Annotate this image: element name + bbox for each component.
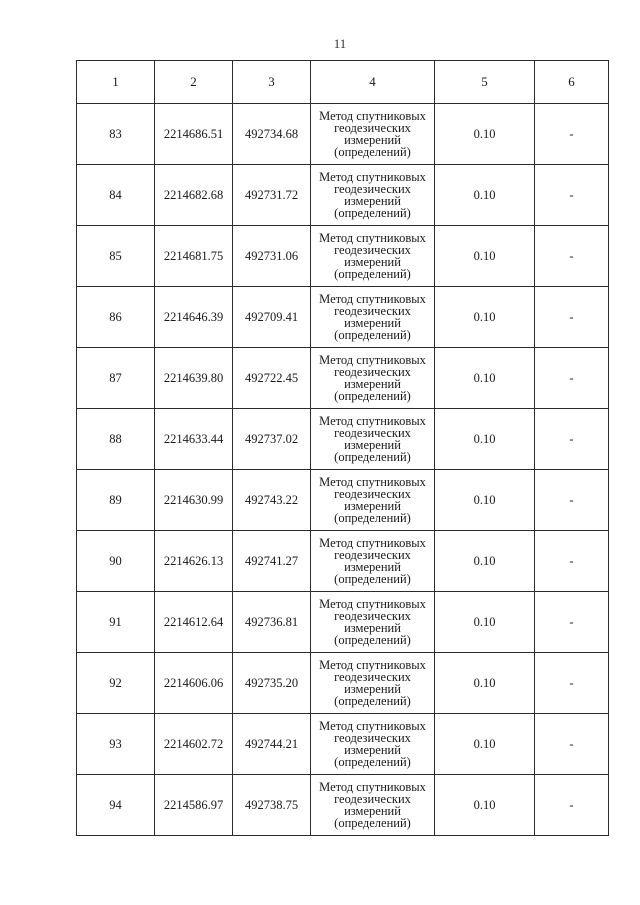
y-coordinate-cell: 492741.27 bbox=[233, 531, 311, 592]
method-text-line: измерений bbox=[344, 621, 401, 635]
method-text-line: Метод спутниковых bbox=[319, 719, 426, 733]
y-coordinate-cell: 492744.21 bbox=[233, 714, 311, 775]
extra-cell: - bbox=[535, 592, 609, 653]
precision-cell: 0.10 bbox=[435, 592, 535, 653]
y-coordinate-cell: 492731.06 bbox=[233, 226, 311, 287]
table-row bbox=[77, 226, 609, 287]
x-coordinate-cell: 2214633.44 bbox=[155, 409, 233, 470]
method-text-line: Метод спутниковых bbox=[319, 536, 426, 550]
method-text-line: геодезических bbox=[334, 792, 411, 806]
point-number-cell: 89 bbox=[77, 470, 155, 531]
method-text-line: (определений) bbox=[334, 328, 411, 342]
method-text-line: геодезических bbox=[334, 304, 411, 318]
point-number-cell: 85 bbox=[77, 226, 155, 287]
method-text-line: Метод спутниковых bbox=[319, 353, 426, 367]
method-cell bbox=[311, 470, 435, 531]
method-cell bbox=[311, 531, 435, 592]
y-coordinate-cell: 492709.41 bbox=[233, 287, 311, 348]
method-cell bbox=[311, 104, 435, 165]
column-header-5: 5 bbox=[435, 61, 535, 104]
method-text-line: (определений) bbox=[334, 572, 411, 586]
coordinates-table bbox=[76, 60, 609, 836]
method-text-line: геодезических bbox=[334, 487, 411, 501]
y-coordinate-cell: 492737.02 bbox=[233, 409, 311, 470]
table-body bbox=[77, 61, 609, 836]
point-number-cell: 92 bbox=[77, 653, 155, 714]
x-coordinate-cell: 2214681.75 bbox=[155, 226, 233, 287]
method-text-line: Метод спутниковых bbox=[319, 170, 426, 184]
y-coordinate-cell: 492735.20 bbox=[233, 653, 311, 714]
method-text-line: геодезических bbox=[334, 731, 411, 745]
method-text-line: измерений bbox=[344, 255, 401, 269]
x-coordinate-cell: 2214639.80 bbox=[155, 348, 233, 409]
method-cell bbox=[311, 775, 435, 836]
method-text-line: измерений bbox=[344, 682, 401, 696]
point-number-cell: 90 bbox=[77, 531, 155, 592]
extra-cell: - bbox=[535, 653, 609, 714]
point-number-cell: 87 bbox=[77, 348, 155, 409]
extra-cell: - bbox=[535, 775, 609, 836]
column-header-2: 2 bbox=[155, 61, 233, 104]
precision-cell: 0.10 bbox=[435, 226, 535, 287]
method-cell bbox=[311, 714, 435, 775]
precision-cell: 0.10 bbox=[435, 165, 535, 226]
x-coordinate-cell: 2214686.51 bbox=[155, 104, 233, 165]
y-coordinate-cell: 492722.45 bbox=[233, 348, 311, 409]
method-text-line: геодезических bbox=[334, 365, 411, 379]
method-text-line: геодезических bbox=[334, 609, 411, 623]
method-cell bbox=[311, 348, 435, 409]
column-header-1: 1 bbox=[77, 61, 155, 104]
column-header-3: 3 bbox=[233, 61, 311, 104]
method-cell bbox=[311, 592, 435, 653]
x-coordinate-cell: 2214602.72 bbox=[155, 714, 233, 775]
table-row bbox=[77, 104, 609, 165]
x-coordinate-cell: 2214646.39 bbox=[155, 287, 233, 348]
table-row bbox=[77, 775, 609, 836]
extra-cell: - bbox=[535, 226, 609, 287]
precision-cell: 0.10 bbox=[435, 470, 535, 531]
table-header-row bbox=[77, 61, 609, 104]
y-coordinate-cell: 492734.68 bbox=[233, 104, 311, 165]
method-text-line: Метод спутниковых bbox=[319, 292, 426, 306]
method-text-line: (определений) bbox=[334, 511, 411, 525]
point-number-cell: 84 bbox=[77, 165, 155, 226]
y-coordinate-cell: 492736.81 bbox=[233, 592, 311, 653]
table-row bbox=[77, 714, 609, 775]
point-number-cell: 94 bbox=[77, 775, 155, 836]
method-text-line: измерений bbox=[344, 133, 401, 147]
method-cell bbox=[311, 409, 435, 470]
x-coordinate-cell: 2214606.06 bbox=[155, 653, 233, 714]
table-row bbox=[77, 653, 609, 714]
table-row bbox=[77, 165, 609, 226]
method-text-line: Метод спутниковых bbox=[319, 658, 426, 672]
method-text-line: Метод спутниковых bbox=[319, 414, 426, 428]
method-text-line: геодезических bbox=[334, 548, 411, 562]
x-coordinate-cell: 2214612.64 bbox=[155, 592, 233, 653]
extra-cell: - bbox=[535, 531, 609, 592]
extra-cell: - bbox=[535, 470, 609, 531]
method-text-line: (определений) bbox=[334, 389, 411, 403]
method-text-line: Метод спутниковых bbox=[319, 780, 426, 794]
method-text-line: (определений) bbox=[334, 755, 411, 769]
method-text-line: (определений) bbox=[334, 633, 411, 647]
table-row bbox=[77, 287, 609, 348]
y-coordinate-cell: 492731.72 bbox=[233, 165, 311, 226]
column-header-4: 4 bbox=[311, 61, 435, 104]
method-text-line: измерений bbox=[344, 804, 401, 818]
extra-cell: - bbox=[535, 348, 609, 409]
precision-cell: 0.10 bbox=[435, 287, 535, 348]
table-row bbox=[77, 592, 609, 653]
method-cell bbox=[311, 653, 435, 714]
method-text-line: (определений) bbox=[334, 145, 411, 159]
method-text-line: измерений bbox=[344, 560, 401, 574]
method-text-line: измерений bbox=[344, 194, 401, 208]
point-number-cell: 91 bbox=[77, 592, 155, 653]
method-text-line: (определений) bbox=[334, 267, 411, 281]
method-text-line: Метод спутниковых bbox=[319, 231, 426, 245]
method-cell bbox=[311, 226, 435, 287]
method-text-line: Метод спутниковых bbox=[319, 597, 426, 611]
precision-cell: 0.10 bbox=[435, 775, 535, 836]
precision-cell: 0.10 bbox=[435, 714, 535, 775]
method-text-line: геодезических bbox=[334, 426, 411, 440]
point-number-cell: 88 bbox=[77, 409, 155, 470]
extra-cell: - bbox=[535, 714, 609, 775]
method-text-line: измерений bbox=[344, 316, 401, 330]
method-cell bbox=[311, 287, 435, 348]
method-text-line: измерений bbox=[344, 377, 401, 391]
precision-cell: 0.10 bbox=[435, 653, 535, 714]
method-text-line: (определений) bbox=[334, 450, 411, 464]
point-number-cell: 83 bbox=[77, 104, 155, 165]
x-coordinate-cell: 2214586.97 bbox=[155, 775, 233, 836]
extra-cell: - bbox=[535, 165, 609, 226]
table-row bbox=[77, 470, 609, 531]
method-text-line: геодезических bbox=[334, 670, 411, 684]
method-text-line: (определений) bbox=[334, 694, 411, 708]
x-coordinate-cell: 2214630.99 bbox=[155, 470, 233, 531]
method-text-line: измерений bbox=[344, 743, 401, 757]
method-text-line: (определений) bbox=[334, 816, 411, 830]
method-text-line: (определений) bbox=[334, 206, 411, 220]
extra-cell: - bbox=[535, 104, 609, 165]
precision-cell: 0.10 bbox=[435, 531, 535, 592]
method-text-line: геодезических bbox=[334, 182, 411, 196]
table-row bbox=[77, 409, 609, 470]
precision-cell: 0.10 bbox=[435, 409, 535, 470]
method-text-line: Метод спутниковых bbox=[319, 475, 426, 489]
method-text-line: геодезических bbox=[334, 243, 411, 257]
y-coordinate-cell: 492743.22 bbox=[233, 470, 311, 531]
point-number-cell: 86 bbox=[77, 287, 155, 348]
x-coordinate-cell: 2214626.13 bbox=[155, 531, 233, 592]
method-text-line: измерений bbox=[344, 499, 401, 513]
precision-cell: 0.10 bbox=[435, 104, 535, 165]
table-row bbox=[77, 531, 609, 592]
y-coordinate-cell: 492738.75 bbox=[233, 775, 311, 836]
column-header-6: 6 bbox=[535, 61, 609, 104]
method-text-line: геодезических bbox=[334, 121, 411, 135]
extra-cell: - bbox=[535, 287, 609, 348]
method-text-line: измерений bbox=[344, 438, 401, 452]
precision-cell: 0.10 bbox=[435, 348, 535, 409]
x-coordinate-cell: 2214682.68 bbox=[155, 165, 233, 226]
page-number: 11 bbox=[333, 36, 347, 51]
method-text-line: Метод спутниковых bbox=[319, 109, 426, 123]
extra-cell: - bbox=[535, 409, 609, 470]
table-row bbox=[77, 348, 609, 409]
point-number-cell: 93 bbox=[77, 714, 155, 775]
method-cell bbox=[311, 165, 435, 226]
